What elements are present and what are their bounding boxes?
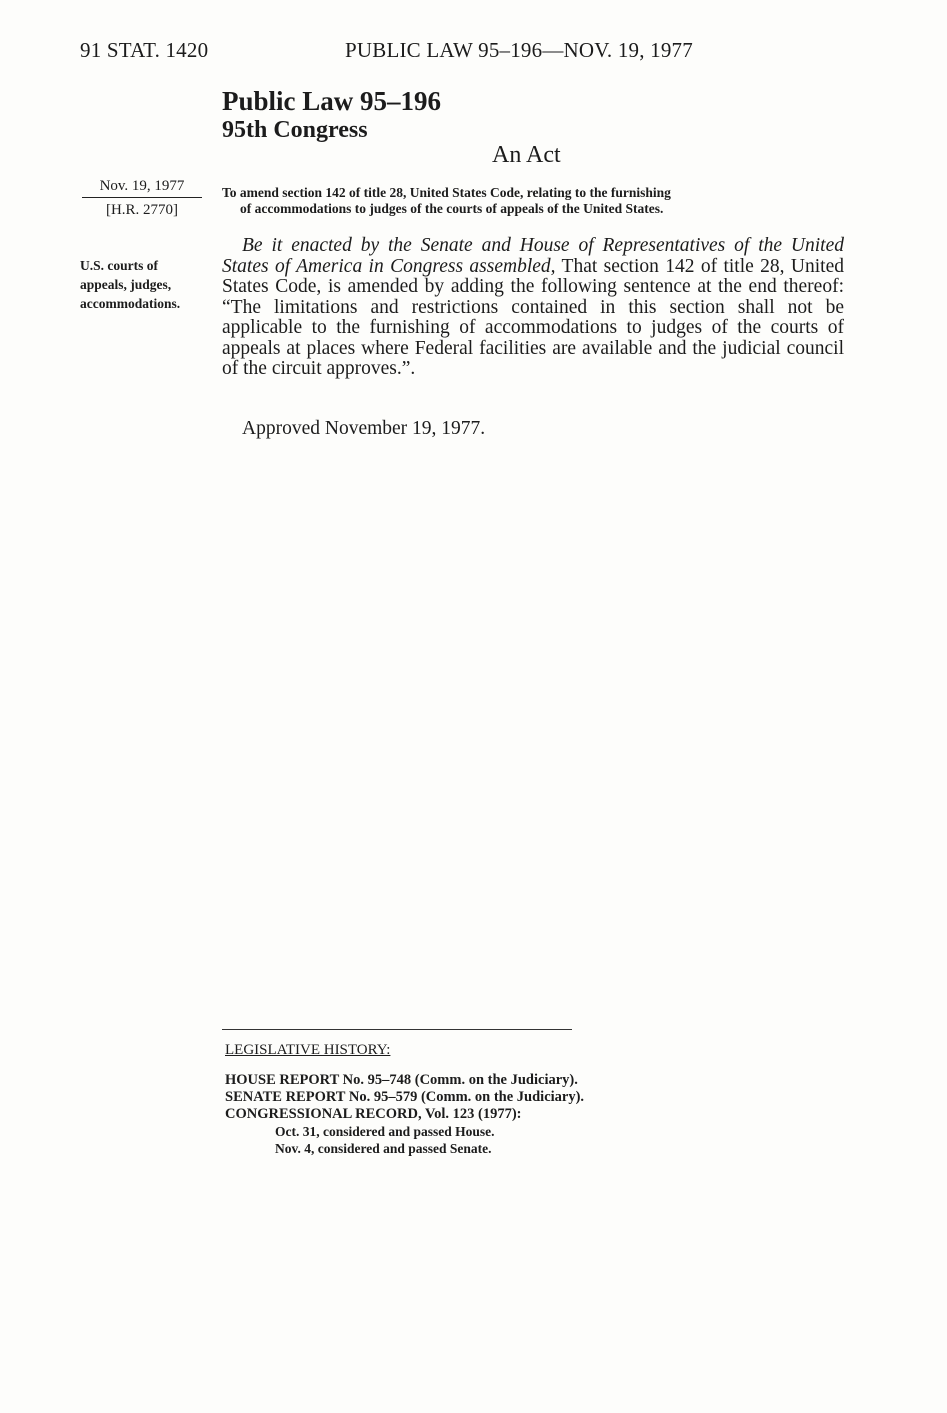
margin-note-line: accommodations.: [80, 296, 181, 311]
legislative-history-list: [225, 1072, 584, 1157]
enacting-clause: Be it enacted by the Senate and House of Representatives of the United States of America in Congress assembled,: [222, 235, 844, 277]
bill-number: [H.R. 2770]: [105, 202, 179, 218]
divider: [222, 1029, 572, 1030]
page-reference: 91 STAT. 1420: [80, 38, 209, 62]
history-sub-entry: Oct. 31, considered and passed House.: [275, 1124, 495, 1139]
margin-note: [80, 256, 205, 313]
history-sub-entry: Nov. 4, considered and passed Senate.: [275, 1141, 492, 1156]
approval-date: Approved November 19, 1977.: [242, 418, 486, 439]
history-entry: CONGRESSIONAL RECORD, Vol. 123 (1977):: [225, 1106, 522, 1122]
act-body: [222, 236, 844, 380]
history-entry: SENATE REPORT No. 95–579 (Comm. on the Judiciary).: [225, 1089, 585, 1105]
enactment-date-block: [82, 178, 202, 219]
purpose-line-2: of accommodations to judges of the courts of appeals of the United States.: [240, 201, 664, 216]
public-law-number: Public Law 95–196: [222, 86, 442, 116]
margin-note-line: appeals, judges,: [80, 277, 172, 292]
purpose-line-1: To amend section 142 of title 28, United States Code, relating to the furnishing: [222, 185, 671, 200]
act-title: An Act: [492, 142, 561, 168]
enactment-date: Nov. 19, 1977: [82, 178, 202, 198]
history-entry: HOUSE REPORT No. 95–748 (Comm. on the Judiciary).: [225, 1072, 578, 1088]
running-title: PUBLIC LAW 95–196—NOV. 19, 1977: [345, 38, 693, 62]
section-text: That section 142 of title 28, United States Code, is amended by adding the following sentence at the end thereof: “The limitations and restrictions contained in this section shall not be applicable to the furnishing of accommodations to judges of the courts of appeals at places where Federal facilities are available and the judicial council of the circuit approves.”.: [222, 255, 844, 379]
legislative-history-title: LEGISLATIVE HISTORY:: [225, 1042, 391, 1058]
margin-note-line: U.S. courts of: [80, 258, 158, 273]
act-purpose: [222, 185, 844, 217]
congress-label: 95th Congress: [222, 117, 368, 143]
